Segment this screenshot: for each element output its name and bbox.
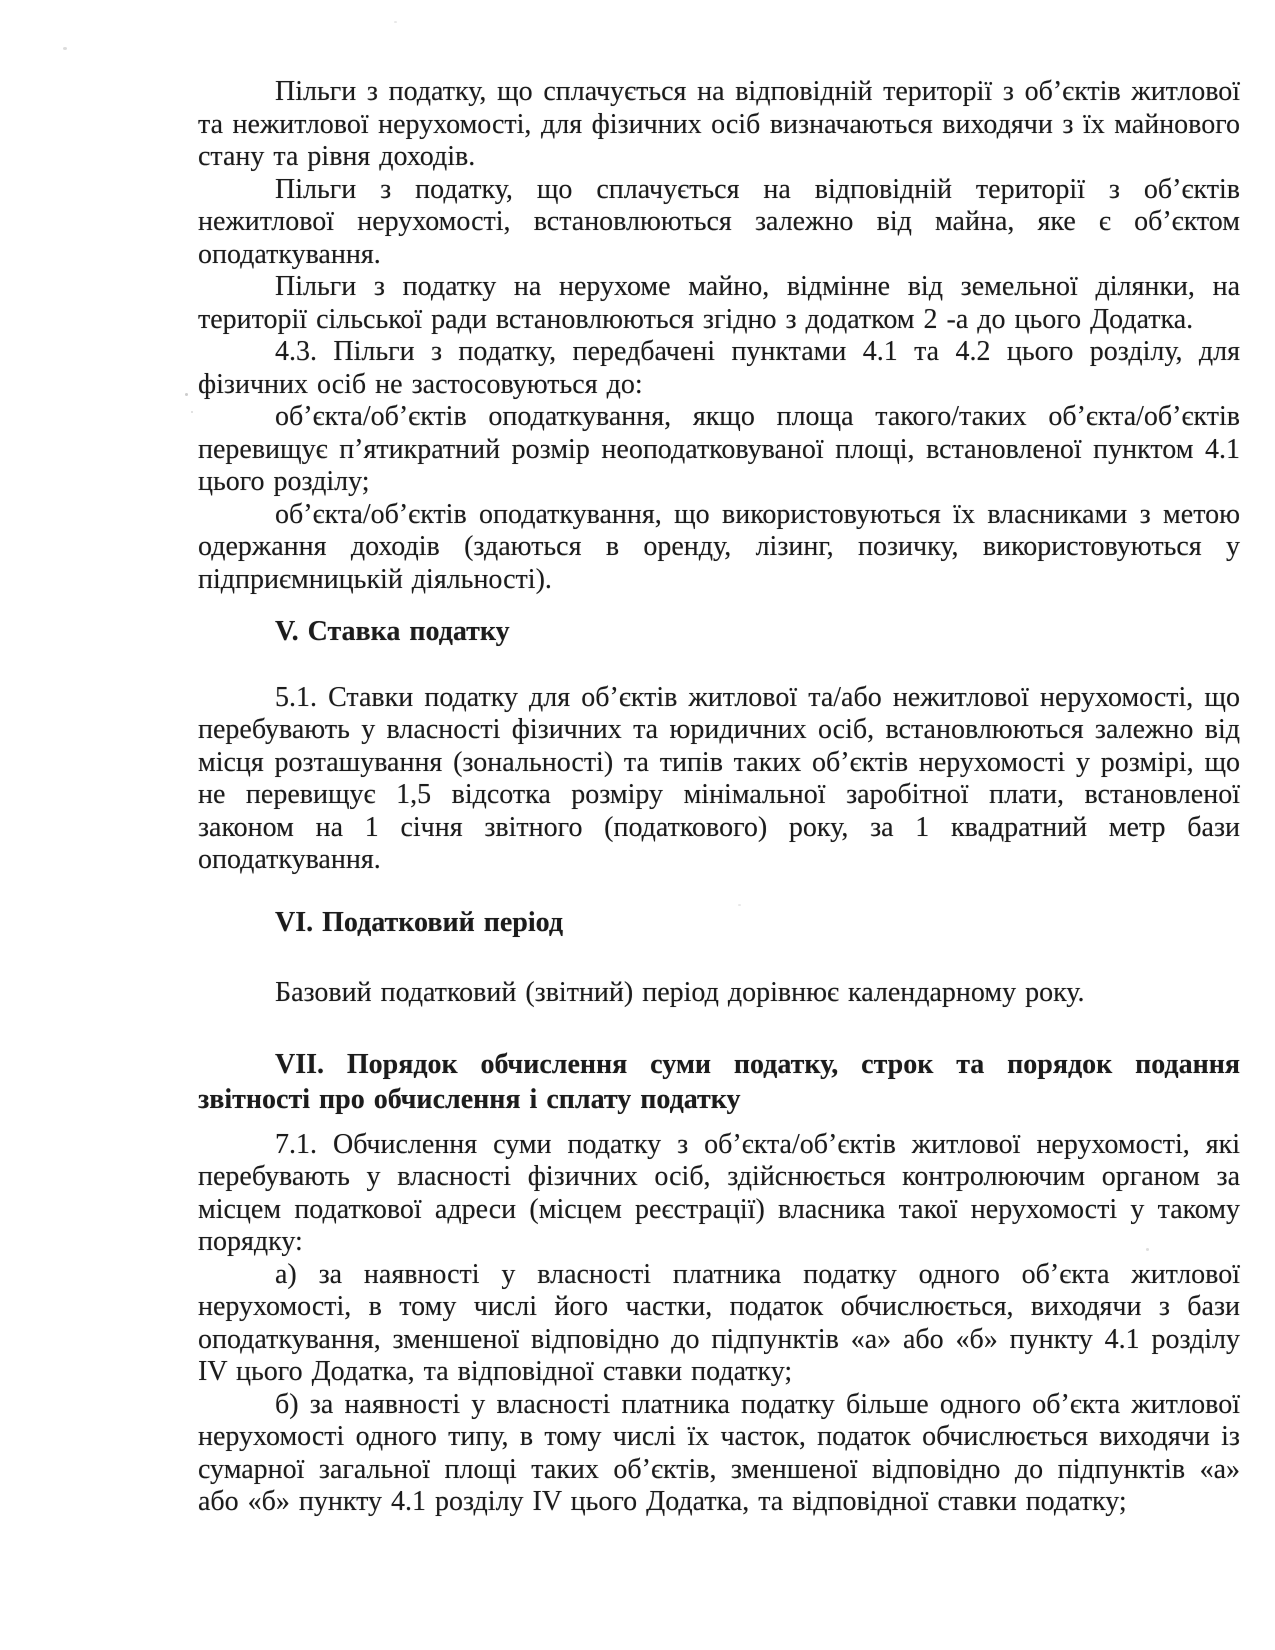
section-heading-vi-tax-period: VI. Податковий період xyxy=(275,906,564,938)
paragraph-benefits-annex-2a: Пільги з податку на нерухоме майно, відмінне від земельної ділянки, на території сільської ради встановлюються згідно з додатком 2 -а до цього Додатка. xyxy=(198,271,1240,335)
scan-speck xyxy=(394,21,397,23)
paragraph-exception-area: об’єкта/об’єктів оподаткування, якщо площа такого/таких об’єкта/об’єктів перевищує п’ятикратний розмір неоподатковуваної площі, встановленої пунктом 4.1 цього розділу; xyxy=(198,401,1240,497)
paragraph-benefits-residential: Пільги з податку, що сплачується на відповідній території з об’єктів житлової та нежитлової нерухомості, для фізичних осіб визначаються виходячи з їх майнового стану та рівня доходів. xyxy=(198,76,1240,172)
paragraph-exception-income: об’єкта/об’єктів оподаткування, що використовуються їх власниками з метою одержання доходів (здаються в оренду, лізинг, позичку, використовуються у підприємницькій діяльності). xyxy=(198,498,1240,595)
paragraph-subclause-b: б) за наявності у власності платника податку більше одного об’єкта житлової нерухомості одного типу, в тому числі їх часток, податок обчислюється виходячи із сумарної загальної площі таких об’єктів, зменшеної відповідно до підпунктів «а» або «б» пункту 4.1 розділу IV цього Додатка, та відповідної ставки податку; xyxy=(198,1388,1240,1517)
scan-speck xyxy=(191,411,193,413)
scan-speck xyxy=(738,904,741,906)
scan-speck xyxy=(236,736,239,739)
paragraph-subclause-a: а) за наявності у власності платника податку одного об’єкта житлової нерухомості, в тому числі його частки, податок обчислюється, виходячи з бази оподаткування, зменшеної відповідно до підпунктів «а» або «б» пункту 4.1 розділу IV цього Додатка, та відповідної ставки податку; xyxy=(198,1258,1240,1387)
paragraph-base-period: Базовий податковий (звітний) період дорівнює календарному року. xyxy=(275,977,1085,1008)
section-heading-vii-calculation-procedure: VII. Порядок обчислення суми податку, строк та порядок подання звітності про обчислення і сплату податку xyxy=(198,1048,1240,1115)
scan-speck xyxy=(1146,1248,1149,1251)
paragraph-clause-5-1: 5.1. Ставки податку для об’єктів житлової та/або нежитлової нерухомості, що перебувають у власності фізичних та юридичних осіб, встановлюються залежно від місця розташування (зональності) та типів таких об’єктів нерухомості у розмірі, що не перевищує 1,5 відсотка розміру мінімальної заробітної плати, встановленої законом на 1 січня звітного (податкового) року, за 1 квадратний метр бази оподаткування. xyxy=(198,681,1240,875)
paragraph-clause-4-3: 4.3. Пільги з податку, передбачені пунктами 4.1 та 4.2 цього розділу, для фізичних осіб не застосовуються до: xyxy=(198,336,1240,400)
paragraph-clause-7-1: 7.1. Обчислення суми податку з об’єкта/об’єктів житлової нерухомості, які перебувають у власності фізичних осіб, здійснюється контролюючим органом за місцем податкової адреси (місцем реєстрації) власника такої нерухомості у такому порядку: xyxy=(198,1128,1240,1257)
scan-speck xyxy=(63,47,67,50)
text-block xyxy=(198,76,1240,1519)
section-heading-v-tax-rate: V. Ставка податку xyxy=(275,616,510,647)
scan-speck xyxy=(720,420,724,423)
paragraph-benefits-nonresidential: Пільги з податку, що сплачується на відповідній території з об’єктів нежитлової нерухомості, встановлюються залежно від майна, яке є об’єктом оподаткування. xyxy=(198,173,1240,270)
scan-speck xyxy=(185,393,188,396)
